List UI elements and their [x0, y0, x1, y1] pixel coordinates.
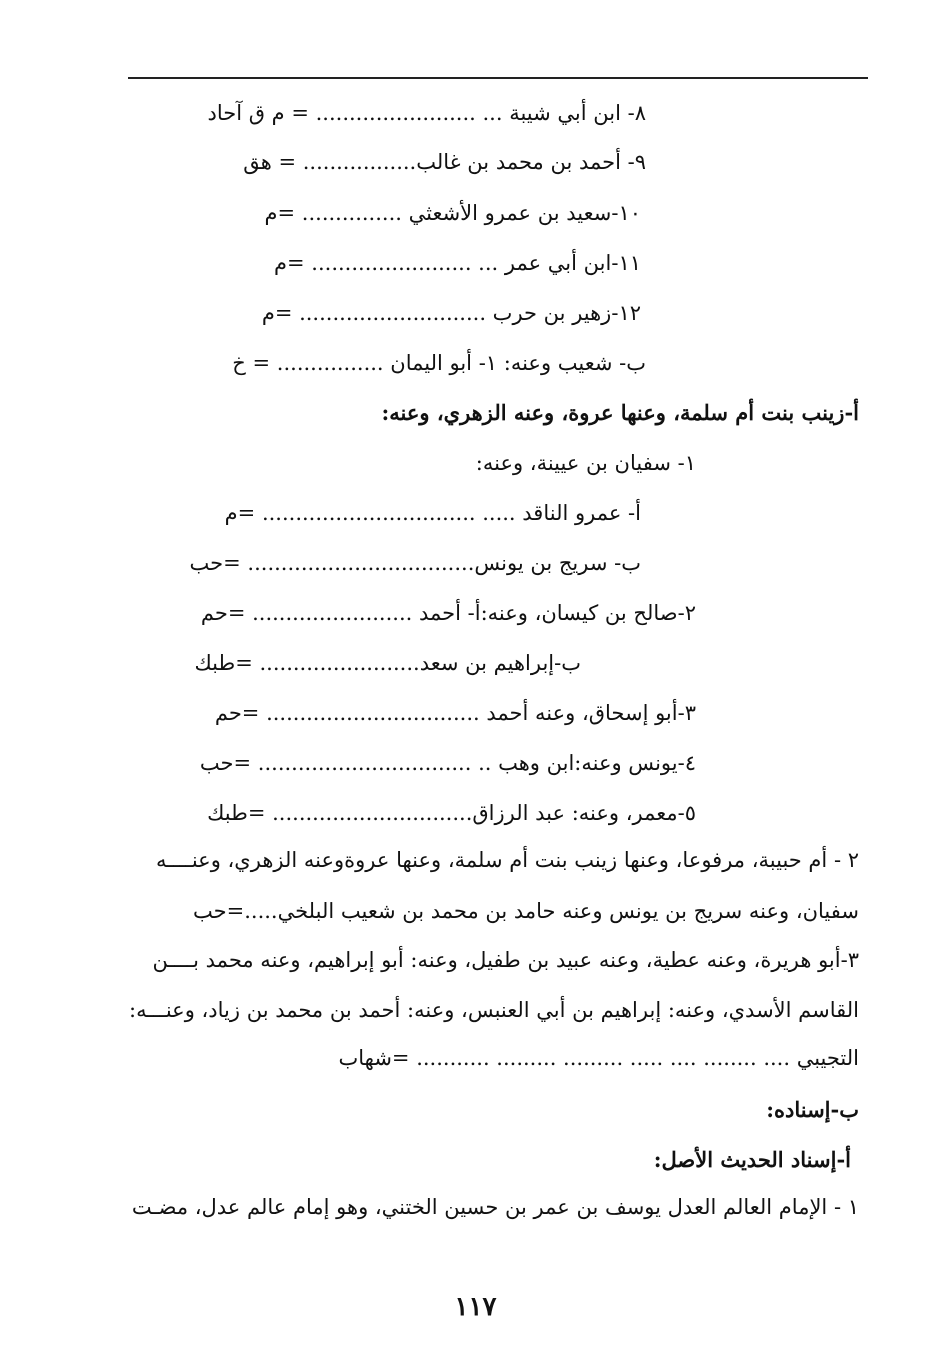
page-number: ١١٧: [454, 1292, 497, 1322]
text-line: ب-إبراهيم بن سعد........................ =طبك: [194, 651, 581, 675]
paragraph-line: ١ - الإمام العالم العدل يوسف بن عمر بن حسين الختني، وهو إمام عالم عدل، مضـت: [131, 1195, 859, 1219]
section-heading: ب-إسناده:: [766, 1097, 859, 1122]
text-line: ١٢-زهير بن حرب ............................ =م: [261, 301, 641, 325]
top-rule: [128, 77, 868, 79]
text-line: ٢-صالح بن كيسان، وعنه:أ- أحمد ........................ =حم: [200, 601, 696, 625]
paragraph-line: ٣-أبو هريرة، وعنه عطية، وعنه عبيد بن طفيل، وعنه: أبو إبراهيم، وعنه محمد بــــن: [152, 948, 859, 972]
text-line: ٤-يونس وعنه:ابن وهب .. ................................ =حب: [199, 751, 696, 775]
text-line: ٨- ابن أبي شيبة ... ........................ = م ق آحاد: [207, 101, 646, 125]
text-line: أ- عمرو الناقد ..... ................................ =م: [224, 501, 641, 525]
paragraph-line: ٢ - أم حبيبة، مرفوعا، وعنها زينب بنت أم سلمة، وعنها عروةوعنه الزهري، وعنــــه: [155, 848, 859, 872]
section-heading: أ-زينب بنت أم سلمة، وعنها عروة، وعنه الزهري، وعنه:: [381, 400, 859, 425]
text-line: ١- سفيان بن عيينة، وعنه:: [475, 451, 696, 475]
section-heading: أ-إسناد الحديث الأصل:: [653, 1147, 851, 1172]
text-line: ٣-أبو إسحاق، وعنه أحمد ................................ =حم: [214, 701, 696, 725]
text-line: ٥-معمر، وعنه: عبد الرزاق.............................. =طبك: [207, 801, 696, 825]
text-line: ٩- أحمد بن محمد بن غالب................. = هق: [243, 150, 646, 174]
text-line: ب- سريج بن يونس.................................. =حب: [189, 551, 641, 575]
paragraph-line: التجيبي .... ........ .... ..... ......... ......... ........... =شهاب: [338, 1046, 859, 1070]
paragraph-line: سفيان، وعنه سريج بن يونس وعنه حامد بن محمد بن شعيب البلخي.....=حب: [193, 899, 859, 923]
paragraph-line: القاسم الأسدي، وعنه: إبراهيم بن أبي العنبس، وعنه: أحمد بن محمد بن زياد، وعنـــه:: [129, 998, 859, 1022]
text-line: ١١-ابن أبي عمر ... ........................ =م: [274, 251, 641, 275]
text-line: ب- شعيب وعنه: ١- أبو اليمان ................ = خ: [232, 351, 646, 375]
text-line: ١٠-سعيد بن عمرو الأشعثي ............... =م: [264, 201, 641, 225]
